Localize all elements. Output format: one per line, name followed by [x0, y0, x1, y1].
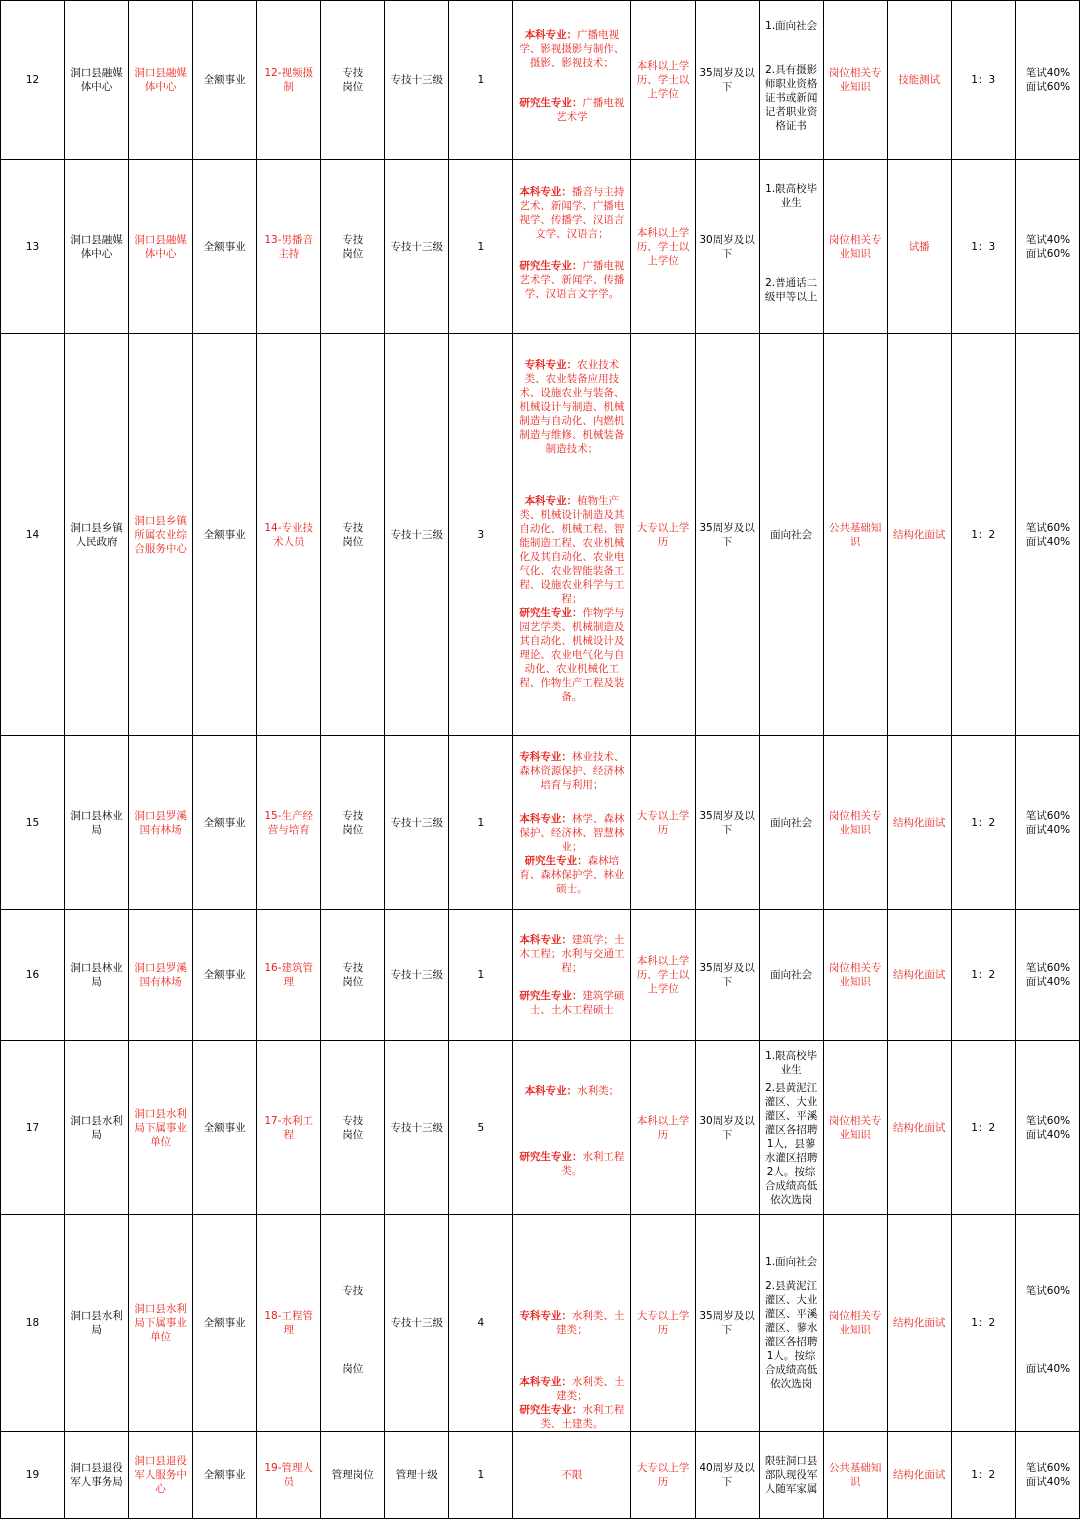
major-text: 农业技术类、农业装备应用技术、设施农业与装备、机械设计与制造、机械制造与自动化、内燃机制造与维修、机械装备制造技术；: [519, 358, 625, 455]
age-requirement: 35周岁及以下: [695, 1215, 759, 1432]
position-level: 专技十三级: [385, 334, 449, 736]
hiring-count: 1: [449, 1, 513, 160]
position-category-bottom: 岗位: [342, 1363, 364, 1375]
other-conditions: [759, 1, 823, 160]
other-conditions: 面向社会: [759, 910, 823, 1041]
major-label: 本科专业：: [519, 812, 572, 825]
position-category-top: 专技: [342, 1285, 364, 1297]
written-exam-subject: 岗位相关专业知识: [823, 1, 887, 160]
written-exam-subject: 公共基础知识: [823, 1432, 887, 1519]
major-text: 水利类、土建类；: [556, 1310, 625, 1336]
department: 洞口县水利局: [65, 1041, 129, 1215]
department: 洞口县乡镇人民政府: [65, 334, 129, 736]
major-label: 研究生专业：: [519, 259, 583, 272]
hiring-count: 1: [449, 160, 513, 334]
table-row: [1, 334, 1080, 736]
hiring-unit: 洞口县融媒体中心: [129, 1, 193, 160]
major-requirements: [513, 160, 631, 334]
department: 洞口县融媒体中心: [65, 160, 129, 334]
department: 洞口县林业局: [65, 910, 129, 1041]
score-weights: [1015, 736, 1079, 910]
row-number: 18: [1, 1215, 65, 1432]
interview-weight: 面试40%: [1025, 1476, 1071, 1488]
age-requirement: 35周岁及以下: [695, 736, 759, 910]
table-row: [1, 1432, 1080, 1519]
hiring-unit: 洞口县罗溪国有林场: [129, 736, 193, 910]
major-requirements: [513, 334, 631, 736]
position-code: 17-水利工程: [257, 1041, 321, 1215]
condition-item: 1.面向社会: [765, 20, 818, 32]
table-row: [1, 910, 1080, 1041]
hiring-count: 1: [449, 736, 513, 910]
written-weight: 笔试60%: [1025, 1285, 1071, 1297]
interview-weight: 面试40%: [1025, 976, 1071, 988]
interview-weight: 面试40%: [1025, 1128, 1071, 1141]
major-label: 本科专业：: [524, 29, 578, 41]
major-text: 水利类；: [577, 1084, 620, 1097]
major-label: 专科专业：: [519, 1310, 572, 1322]
education-requirement: 本科以上学历、学士以上学位: [631, 910, 695, 1041]
department: 洞口县水利局: [65, 1215, 129, 1432]
position-category-bottom: 岗位: [342, 535, 364, 548]
written-exam-subject: 岗位相关专业知识: [823, 1041, 887, 1215]
position-category-top: 专技: [342, 233, 364, 246]
interview-method: 技能测试: [887, 1, 951, 160]
major-text: 播音与主持艺术、新闻学、广播电视学、传播学、汉语言文学、汉语言；: [519, 185, 625, 240]
interview-method: 结构化面试: [887, 1041, 951, 1215]
hiring-unit: 洞口县融媒体中心: [129, 160, 193, 334]
hiring-unit: 洞口县罗溪国有林场: [129, 910, 193, 1041]
interview-method: 结构化面试: [887, 1215, 951, 1432]
hiring-unit: 洞口县退役军人服务中心: [129, 1432, 193, 1519]
condition-item: 1.限高校毕业生: [765, 182, 818, 209]
position-category-bottom: 岗位: [342, 1128, 364, 1141]
major-label: 专科专业：: [519, 750, 572, 763]
position-category: [321, 1, 385, 160]
written-weight: 笔试40%: [1025, 233, 1071, 246]
position-category: [321, 910, 385, 1041]
position-category: [321, 736, 385, 910]
score-weights: [1015, 1215, 1079, 1432]
position-code: 19-管理人员: [257, 1432, 321, 1519]
education-requirement: 大专以上学历: [631, 1432, 695, 1519]
major-text: 建筑学；土木工程；水利与交通工程；: [519, 934, 625, 974]
score-weights: [1015, 1041, 1079, 1215]
major-text: 广播电视学、影视摄影与制作、摄影、影视技术；: [519, 29, 625, 69]
position-category: [321, 160, 385, 334]
interview-weight: 面试40%: [1025, 535, 1071, 548]
position-level: 专技十三级: [385, 1215, 449, 1432]
major-text: 广播电视艺术学、新闻学、传播学、汉语言文字学。: [519, 259, 625, 300]
other-conditions: 限驻洞口县部队现役军人随军家属: [759, 1432, 823, 1519]
written-weight: 笔试60%: [1025, 1462, 1071, 1474]
education-requirement: 大专以上学历: [631, 334, 695, 736]
interview-ratio: 1：2: [951, 736, 1015, 910]
position-category: [321, 1041, 385, 1215]
education-requirement: 大专以上学历: [631, 736, 695, 910]
position-code: 13-男播音主持: [257, 160, 321, 334]
row-number: 16: [1, 910, 65, 1041]
written-exam-subject: 公共基础知识: [823, 334, 887, 736]
other-conditions: [759, 334, 823, 736]
major-text: 植物生产类、机械设计制造及其自动化、机械工程、智能制造工程、农业机械化及其自动化、农业电气化、农业智能装备工程、设施农业科学与工程；: [519, 494, 625, 605]
major-text: 建筑学硕士、土木工程硕士: [529, 990, 625, 1016]
position-level: 专技十三级: [385, 1041, 449, 1215]
major-text: 林业技术、森林资源保护、经济林培育与利用；: [519, 750, 625, 791]
interview-method: 试播: [887, 160, 951, 334]
position-code: 14-专业技术人员: [257, 334, 321, 736]
written-exam-subject: 岗位相关专业知识: [823, 910, 887, 1041]
position-category-top: 专技: [342, 67, 364, 79]
age-requirement: 35周岁及以下: [695, 910, 759, 1041]
age-requirement: 35周岁及以下: [695, 1, 759, 160]
written-weight: 笔试60%: [1025, 809, 1071, 822]
major-label: 研究生专业：: [519, 606, 583, 619]
other-conditions: [759, 160, 823, 334]
major-text: 水利工程类、土建类。: [540, 1404, 625, 1430]
hiring-count: 3: [449, 334, 513, 736]
position-level: 专技十三级: [385, 1, 449, 160]
major-label: 本科专业：: [519, 1376, 572, 1388]
position-category-top: 专技: [342, 1114, 364, 1127]
interview-ratio: 1：2: [951, 1215, 1015, 1432]
interview-ratio: 1：3: [951, 1, 1015, 160]
position-code: 15-生产经营与培育: [257, 736, 321, 910]
major-requirements: 不限: [513, 1432, 631, 1519]
hiring-unit: 洞口县乡镇所属农业综合服务中心: [129, 334, 193, 736]
major-label: 研究生专业：: [519, 1404, 583, 1416]
interview-ratio: 1：2: [951, 910, 1015, 1041]
position-level: 专技十三级: [385, 160, 449, 334]
score-weights: [1015, 160, 1079, 334]
department: 洞口县林业局: [65, 736, 129, 910]
major-text: 作物学与园艺学类、机械制造及其自动化、机械设计及理论、农业电气化与自动化、农业机械化工程、作物生产工程及装备。: [519, 606, 625, 703]
interview-method: 结构化面试: [887, 910, 951, 1041]
interview-ratio: 1：2: [951, 1432, 1015, 1519]
interview-ratio: 1：2: [951, 1041, 1015, 1215]
major-label: 研究生专业：: [519, 990, 583, 1002]
position-code: 12-视频摄制: [257, 1, 321, 160]
row-number: 15: [1, 736, 65, 910]
age-requirement: 35周岁及以下: [695, 334, 759, 736]
interview-ratio: 1：3: [951, 160, 1015, 334]
other-conditions: 面向社会: [759, 736, 823, 910]
interview-weight: 面试40%: [1025, 1363, 1071, 1375]
hiring-unit: 洞口县水利局下属事业单位: [129, 1041, 193, 1215]
major-label: 本科专业：: [519, 185, 572, 198]
row-number: 17: [1, 1041, 65, 1215]
position-category-top: 专技: [342, 962, 364, 974]
major-label: 本科专业：: [519, 934, 572, 946]
interview-weight: 面试40%: [1025, 823, 1071, 836]
interview-ratio: 1：2: [951, 334, 1015, 736]
major-requirements: [513, 1, 631, 160]
major-label: 研究生专业：: [519, 1150, 583, 1163]
score-weights: [1015, 910, 1079, 1041]
hiring-count: 1: [449, 1432, 513, 1519]
major-label: 专科专业：: [524, 358, 578, 371]
table-row: [1, 160, 1080, 334]
position-category-bottom: 岗位: [342, 976, 364, 988]
major-text: 水利工程类。: [561, 1150, 625, 1177]
department: 洞口县退役军人事务局: [65, 1432, 129, 1519]
interview-weight: 面试60%: [1025, 81, 1071, 93]
interview-method: 结构化面试: [887, 334, 951, 736]
unit-type: 全额事业: [193, 160, 257, 334]
education-requirement: 本科以上学历、学士以上学位: [631, 160, 695, 334]
position-category-top: 专技: [342, 521, 364, 534]
position-level: 管理十级: [385, 1432, 449, 1519]
row-number: 14: [1, 334, 65, 736]
table-row: [1, 1, 1080, 160]
major-requirements: [513, 910, 631, 1041]
major-text: 水利类、土建类；: [556, 1376, 625, 1402]
unit-type: 全额事业: [193, 910, 257, 1041]
position-category-bottom: 岗位: [342, 247, 364, 260]
written-exam-subject: 岗位相关专业知识: [823, 736, 887, 910]
position-level: 专技十三级: [385, 910, 449, 1041]
unit-type: 全额事业: [193, 1432, 257, 1519]
education-requirement: 本科以上学历、学士以上学位: [631, 1, 695, 160]
score-weights: [1015, 1432, 1079, 1519]
position-category: [321, 334, 385, 736]
unit-type: 全额事业: [193, 1, 257, 160]
position-category: [321, 1215, 385, 1432]
hiring-count: 1: [449, 910, 513, 1041]
condition-item: 2.具有摄影师职业资格证书或新闻记者职业资格证书: [764, 64, 818, 132]
unit-type: 全额事业: [193, 334, 257, 736]
major-label: 研究生专业：: [519, 97, 583, 109]
major-requirements: [513, 1041, 631, 1215]
unit-type: 全额事业: [193, 736, 257, 910]
table-row: [1, 1041, 1080, 1215]
unit-type: 全额事业: [193, 1215, 257, 1432]
position-category-top: 专技: [342, 809, 364, 822]
major-requirements: [513, 1215, 631, 1432]
major-label: 本科专业：: [524, 1084, 578, 1097]
position-code: 16-建筑管理: [257, 910, 321, 1041]
written-weight: 笔试60%: [1025, 521, 1071, 534]
major-label: 本科专业：: [524, 494, 578, 507]
age-requirement: 30周岁及以下: [695, 1041, 759, 1215]
interview-weight: 面试60%: [1025, 247, 1071, 260]
score-weights: [1015, 1, 1079, 160]
interview-method: 结构化面试: [887, 1432, 951, 1519]
condition-item: 2.县黄泥江灌区、大业灌区、平溪灌区各招聘1人，县蓼水灌区招聘2人。按综合成绩高低依次选岗: [764, 1081, 818, 1206]
row-number: 12: [1, 1, 65, 160]
hiring-unit: 洞口县水利局下属事业单位: [129, 1215, 193, 1432]
position-level: 专技十三级: [385, 736, 449, 910]
condition-item: 2.普通话二级甲等以上: [764, 276, 818, 303]
condition-item: 1.限高校毕业生: [765, 1049, 818, 1076]
written-weight: 笔试40%: [1025, 67, 1071, 79]
table-row: [1, 1215, 1080, 1432]
department: 洞口县融媒体中心: [65, 1, 129, 160]
written-weight: 笔试60%: [1025, 962, 1071, 974]
condition-item: 2.县黄泥江灌区、大业灌区、平溪灌区、蓼水灌区各招聘1人。按综合成绩高低依次选岗: [764, 1280, 818, 1390]
unit-type: 全额事业: [193, 1041, 257, 1215]
hiring-count: 5: [449, 1041, 513, 1215]
row-number: 13: [1, 160, 65, 334]
other-conditions: [759, 1041, 823, 1215]
major-requirements: [513, 736, 631, 910]
major-text: 森林培育、森林保护学、林业硕士。: [519, 854, 625, 895]
score-weights: [1015, 334, 1079, 736]
major-text: 广播电视艺术学: [556, 97, 625, 123]
age-requirement: 30周岁及以下: [695, 160, 759, 334]
written-exam-subject: 岗位相关专业知识: [823, 160, 887, 334]
row-number: 19: [1, 1432, 65, 1519]
age-requirement: 40周岁及以下: [695, 1432, 759, 1519]
written-weight: 笔试60%: [1025, 1114, 1071, 1127]
condition-item: 1.面向社会: [765, 1256, 818, 1268]
position-category: 管理岗位: [321, 1432, 385, 1519]
condition-item: 面向社会: [770, 528, 813, 541]
other-conditions: [759, 1215, 823, 1432]
position-category-bottom: 岗位: [342, 823, 364, 836]
written-exam-subject: 岗位相关专业知识: [823, 1215, 887, 1432]
major-text: 林学、森林保护、经济林、智慧林业；: [519, 812, 625, 853]
hiring-count: 4: [449, 1215, 513, 1432]
position-category-bottom: 岗位: [342, 81, 364, 93]
education-requirement: 本科以上学历: [631, 1041, 695, 1215]
table-row: [1, 736, 1080, 910]
interview-method: 结构化面试: [887, 736, 951, 910]
education-requirement: 大专以上学历: [631, 1215, 695, 1432]
position-code: 18-工程管理: [257, 1215, 321, 1432]
major-label: 研究生专业：: [524, 854, 588, 867]
